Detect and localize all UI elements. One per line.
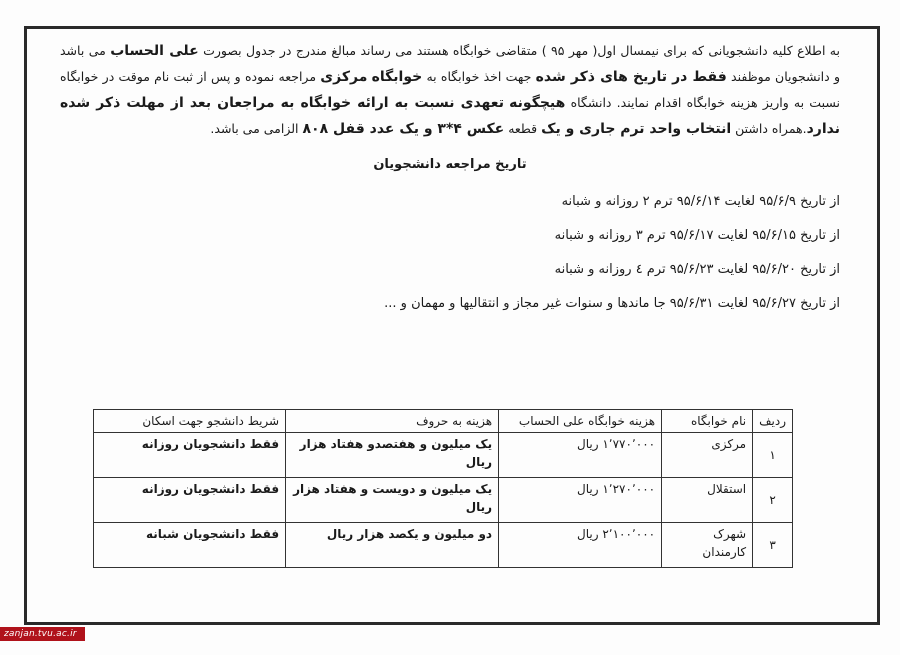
row-number: ۲ [753, 478, 793, 523]
schedule-heading: تاریخ مراجعه دانشجویان [373, 157, 527, 172]
header-cost: هزینه خوابگاه علی الحساب [499, 410, 662, 433]
para-bold-commitment: تعهدی نسبت به ارائه خوابگاه به مراجعان بعد از مهلت ذکر شده ندارد [60, 95, 840, 137]
site-logo[interactable]: zanjan.tvu.ac.ir [0, 627, 85, 641]
para-line3-a: مراجعه نموده و پس از ثبت نام موقت در خوابگاه نسبت به واریز هزینه خوابگاه اقدام نمایند. دانشگاه [60, 69, 840, 110]
row-number: ۳ [753, 523, 793, 568]
header-row-number: ردیف [753, 410, 793, 433]
dorm-cost-words: دو میلیون و یکصد هزار ریال [286, 523, 499, 568]
schedule-item: از تاریخ ۹۵/۶/۹ لغایت ۹۵/۶/۱۴ ترم ۲ روزانه و شبانه [561, 194, 840, 209]
para-line5-b: الزامی می باشد. [210, 121, 299, 136]
para-line2-a: بصورت [203, 43, 242, 58]
para-bold-central: مرکزی [320, 69, 368, 85]
table-row [94, 478, 793, 523]
dorm-cost: ۱٬۲۷۰٬۰۰۰ ریال [499, 478, 662, 523]
dorm-condition: فقط دانشجویان روزانه [94, 433, 286, 478]
schedule-list [60, 185, 840, 321]
para-line5-a: قطعه [508, 121, 538, 136]
table-row [94, 433, 793, 478]
announcement-body [60, 38, 840, 321]
announcement-paragraph [60, 38, 840, 142]
schedule-item: از تاریخ ۹۵/۶/۱۵ لغایت ۹۵/۶/۱۷ ترم ۳ روزانه و شبانه [554, 228, 840, 243]
schedule-item: از تاریخ ۹۵/۶/۲۰ لغایت ۹۵/۶/۲۳ ترم ٤ روزانه و شبانه [554, 262, 840, 277]
header-cost-words: هزینه به حروف [286, 410, 499, 433]
header-dorm-name: نام خوابگاه [662, 410, 753, 433]
para-bold-ali-hesab: علی الحساب [110, 43, 199, 59]
para-bold-registration: انتخاب واحد ترم جاری و یک [541, 121, 732, 137]
para-line4-a: .همراه داشتن [735, 121, 807, 136]
dorm-fee-table [93, 409, 793, 568]
para-line2-c: جهت اخذ خوابگاه به [426, 69, 532, 84]
para-line1: به اطلاع کلیه دانشجویانی که برای نیمسال اول( مهر ۹۵ ) متقاضی خوابگاه هستند می رساند مبالغ مندرج در جدول [246, 43, 840, 58]
para-bold-dates: فقط در تاریخ های ذکر شده [535, 69, 727, 85]
dorm-name: شهرک کارمندان [662, 523, 753, 568]
para-bold-photo-lock: عکس ۴*۳ و یک عدد قفل ۸۰۸ [302, 121, 505, 137]
para-line2-b: می باشد و دانشجویان موظفند [60, 43, 841, 84]
row-number: ۱ [753, 433, 793, 478]
dorm-cost-words: یک میلیون و هفتصدو هفتاد هزار ریال [286, 433, 499, 478]
dorm-condition: فقط دانشجویان شبانه [94, 523, 286, 568]
dorm-cost-words: یک میلیون و دویست و هفتاد هزار ریال [286, 478, 499, 523]
dorm-cost: ۱٬۷۷۰٬۰۰۰ ریال [499, 433, 662, 478]
dorm-name: مرکزی [662, 433, 753, 478]
table-header-row [94, 410, 793, 433]
dorm-condition: فقط دانشجویان روزانه [94, 478, 286, 523]
header-condition: شریط دانشجو جهت اسکان [94, 410, 286, 433]
dorm-cost: ۲٬۱۰۰٬۰۰۰ ریال [499, 523, 662, 568]
dorm-name: استقلال [662, 478, 753, 523]
para-bold-no: هیچگونه [509, 95, 566, 111]
schedule-item: از تاریخ ۹۵/۶/۲۷ لغایت ۹۵/۶/۳۱ جا ماندها و سنوات غیر مجاز و انتقالیها و مهمان و ... [384, 296, 840, 311]
table-row [94, 523, 793, 568]
para-bold-dorm: خوابگاه [371, 69, 423, 85]
